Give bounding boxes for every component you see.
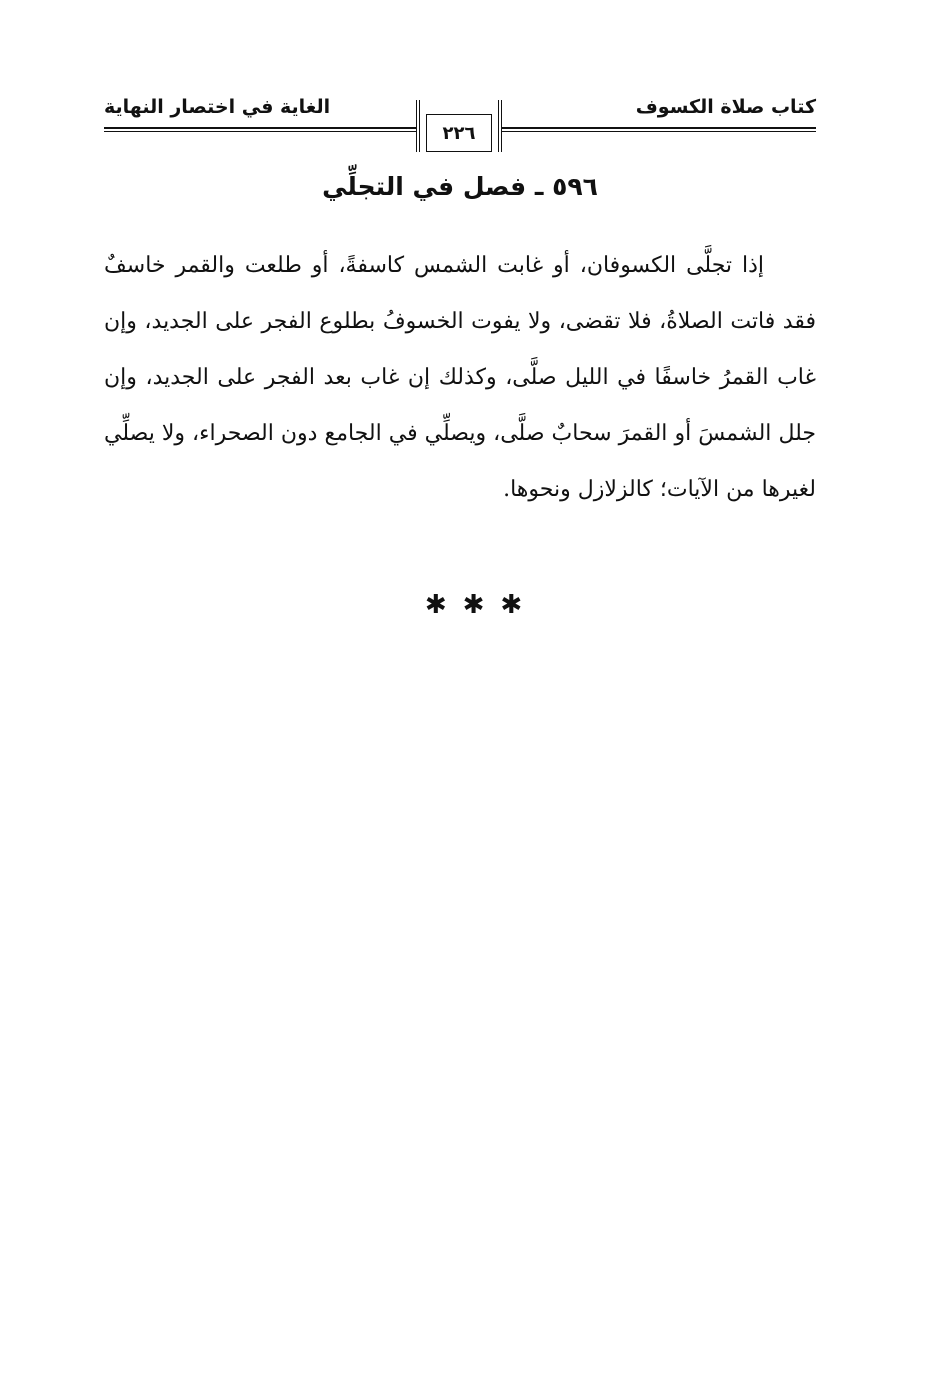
section-title: ٥٩٦ ـ فصل في التجلِّي [322, 172, 598, 201]
book-title: الغاية في اختصار النهاية [104, 96, 331, 118]
section-end-ornament: ✱✱✱ [424, 590, 539, 620]
page-header [104, 90, 816, 160]
body-text [104, 238, 816, 518]
page-number-frame [416, 100, 502, 152]
body-paragraph: إذا تجلَّى الكسوفان، أو غابت الشمس كاسفةً، أو طلعت والقمر خاسفٌ فقد فاتت الصلاةُ، فلا تقضى، ولا يفوت الخسوفُ بطلوع الفجر على الجديد، وإن غاب القمرُ خاسفًا في الليل صلَّى، وكذلك إن غاب بعد الفجر على الجديد، وإن جلل الشمسَ أو القمرَ سحابٌ صلَّى، ويصلِّي في الجامع دون الصحراء، ولا يصلِّي لغيرها من الآيات؛ كالزلازل ونحوها. [104, 253, 816, 502]
page-number: ٢٢٦ [426, 114, 492, 152]
chapter-title: كتاب صلاة الكسوف [635, 96, 816, 118]
